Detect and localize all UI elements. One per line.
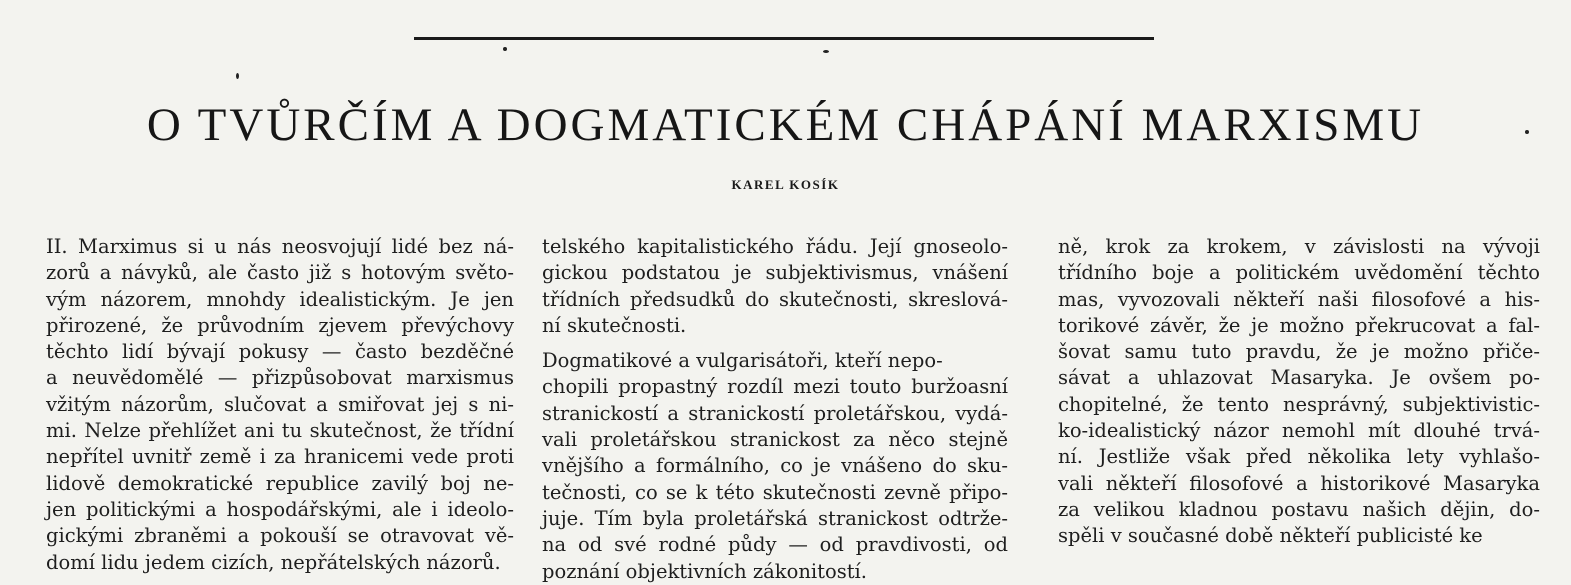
- text-line-content: II. Marximus si u nás neosvojují lidé bez ná-: [46, 235, 514, 258]
- text-line: [542, 559, 1008, 585]
- text-line: [542, 453, 1008, 479]
- text-line-content: poznání objektivních zákonitostí.: [542, 559, 867, 583]
- text-line: [542, 532, 1008, 558]
- text-line: [1058, 365, 1540, 391]
- text-line-content: lidově demokratické republice zavilý boj ne-: [46, 471, 514, 495]
- text-line-content: třídních předsudků do skutečnosti, skreslová-: [542, 287, 1008, 311]
- text-line: [542, 401, 1008, 427]
- text-line: [542, 313, 1008, 339]
- text-line: [46, 471, 514, 497]
- text-line: [1058, 392, 1540, 418]
- text-column-2: [542, 234, 1008, 585]
- text-line-content: gickou podstatou je subjektivismus, vnášení: [542, 261, 1008, 285]
- article-author: KAREL KOSÍK: [731, 177, 840, 192]
- text-line-content: jen politickými a hospodářskými, ale i ideolo-: [46, 497, 514, 521]
- text-line-content: telského kapitalistického řádu. Její gnoseolo-: [542, 235, 1008, 258]
- text-line-content: stranickostí a stranickostí proletářskou, vydá-: [542, 401, 1008, 425]
- text-line: [542, 480, 1008, 506]
- text-line: [46, 418, 514, 444]
- text-line: [1058, 287, 1540, 313]
- text-line: [1058, 313, 1540, 339]
- text-line: [46, 444, 514, 470]
- text-line: [1058, 497, 1540, 523]
- text-line: [46, 392, 514, 418]
- text-line: [542, 287, 1008, 313]
- text-line-content: ní. Jestliže však před několika lety vyhlašo-: [1058, 445, 1540, 469]
- text-line-content: vžitým názorům, slučovat a smiřovat jej s ni-: [46, 392, 514, 416]
- text-line-content: Dogmatikové a vulgarisátoři, kteří nepo-: [542, 349, 943, 373]
- text-line-content: těchto lidí bývají pokusy — často bezděčné: [46, 340, 514, 364]
- text-line: [542, 234, 1008, 260]
- text-line: [1058, 523, 1540, 549]
- text-line: [1058, 234, 1540, 260]
- text-line: [46, 497, 514, 523]
- text-line-content: mas, vyvozovali někteří naši filosofové a his-: [1058, 287, 1540, 311]
- text-line: [46, 339, 514, 365]
- text-line-content: vnějšího a formálního, co je vnášeno do sku-: [542, 454, 1008, 478]
- paragraph-gap: [542, 339, 1008, 348]
- text-line: [46, 287, 514, 313]
- text-line-content: vali někteří filosofové a historikové Masaryka: [1058, 471, 1540, 495]
- text-line-content: za velikou kladnou postavu našich dějin, do-: [1058, 497, 1540, 521]
- text-line: [1058, 339, 1540, 365]
- text-line: [46, 234, 514, 260]
- print-speck: [823, 50, 829, 53]
- text-line: [46, 550, 514, 576]
- text-line-content: mi. Nelze přehlížet ani tu skutečnost, že třídní: [46, 419, 514, 443]
- text-line-content: a neuvědomělé — přizpůsobovat marxismus: [46, 366, 514, 390]
- text-line-content: přirozené, že průvodním zjevem převýchovy: [46, 313, 514, 337]
- print-speck: [503, 47, 507, 51]
- text-line-content: ně, krok za krokem, v závislosti na vývoji: [1058, 235, 1540, 258]
- text-line-content: chopili propastný rozdíl mezi touto buržoasní: [542, 375, 1008, 399]
- text-line: [46, 365, 514, 391]
- text-line-content: tečnosti, co se k této skutečnosti zevně připo-: [542, 480, 1008, 504]
- text-line: [1058, 471, 1540, 497]
- text-line-content: vým názorem, mnohdy idealistickým. Je jen: [46, 287, 514, 311]
- text-line-content: ní skutečnosti.: [542, 313, 687, 337]
- text-line: [46, 523, 514, 549]
- print-speck: [236, 73, 239, 79]
- text-line-content: gickými zbraněmi a pokouší se otravovat vě-: [46, 524, 514, 548]
- text-column-1: [46, 234, 514, 576]
- text-line-content: torikové závěr, že je možno překrucovat a fal-: [1058, 313, 1540, 337]
- text-line: [1058, 418, 1540, 444]
- text-line: [1058, 444, 1540, 470]
- text-column-3: [1058, 234, 1540, 550]
- text-line: [46, 260, 514, 286]
- text-line-content: juje. Tím byla proletářská stranickost odtrže-: [542, 506, 1008, 530]
- text-line-content: nepřítel uvnitř země i za hranicemi vede proti: [46, 445, 514, 469]
- text-line-content: ko-idealistický názor nemohl mít dlouhé trvá-: [1058, 419, 1540, 443]
- top-rule: [414, 37, 1154, 40]
- text-line: [1058, 260, 1540, 286]
- text-line: [542, 506, 1008, 532]
- text-line: [542, 260, 1008, 286]
- text-line-content: domí lidu jedem cizích, nepřátelských názorů.: [46, 550, 501, 574]
- text-line: [46, 313, 514, 339]
- text-line-content: sávat a uhlazovat Masaryka. Je ovšem po-: [1058, 366, 1540, 390]
- text-line: [542, 374, 1008, 400]
- text-line-content: chopitelné, že tento nesprávný, subjektivistic-: [1058, 392, 1540, 416]
- text-line-content: zorů a návyků, ale často již s hotovým světo-: [46, 261, 514, 285]
- text-line-content: třídního boje a politickém uvědomění těchto: [1058, 261, 1540, 285]
- text-line-content: na od své rodné půdy — od pravdivosti, od: [542, 533, 1008, 557]
- text-line-content: šovat samu tuto pravdu, že je možno přiče-: [1058, 340, 1540, 364]
- text-line-content: vali proletářskou stranickost za něco stejně: [542, 428, 1008, 452]
- article-title: O TVŮRČÍM A DOGMATICKÉM CHÁPÁNÍ MARXISMU: [146, 99, 1425, 151]
- text-line: [542, 348, 1008, 374]
- text-line-content: spěli v současné době někteří publicisté ke: [1058, 524, 1483, 548]
- text-line: [542, 427, 1008, 453]
